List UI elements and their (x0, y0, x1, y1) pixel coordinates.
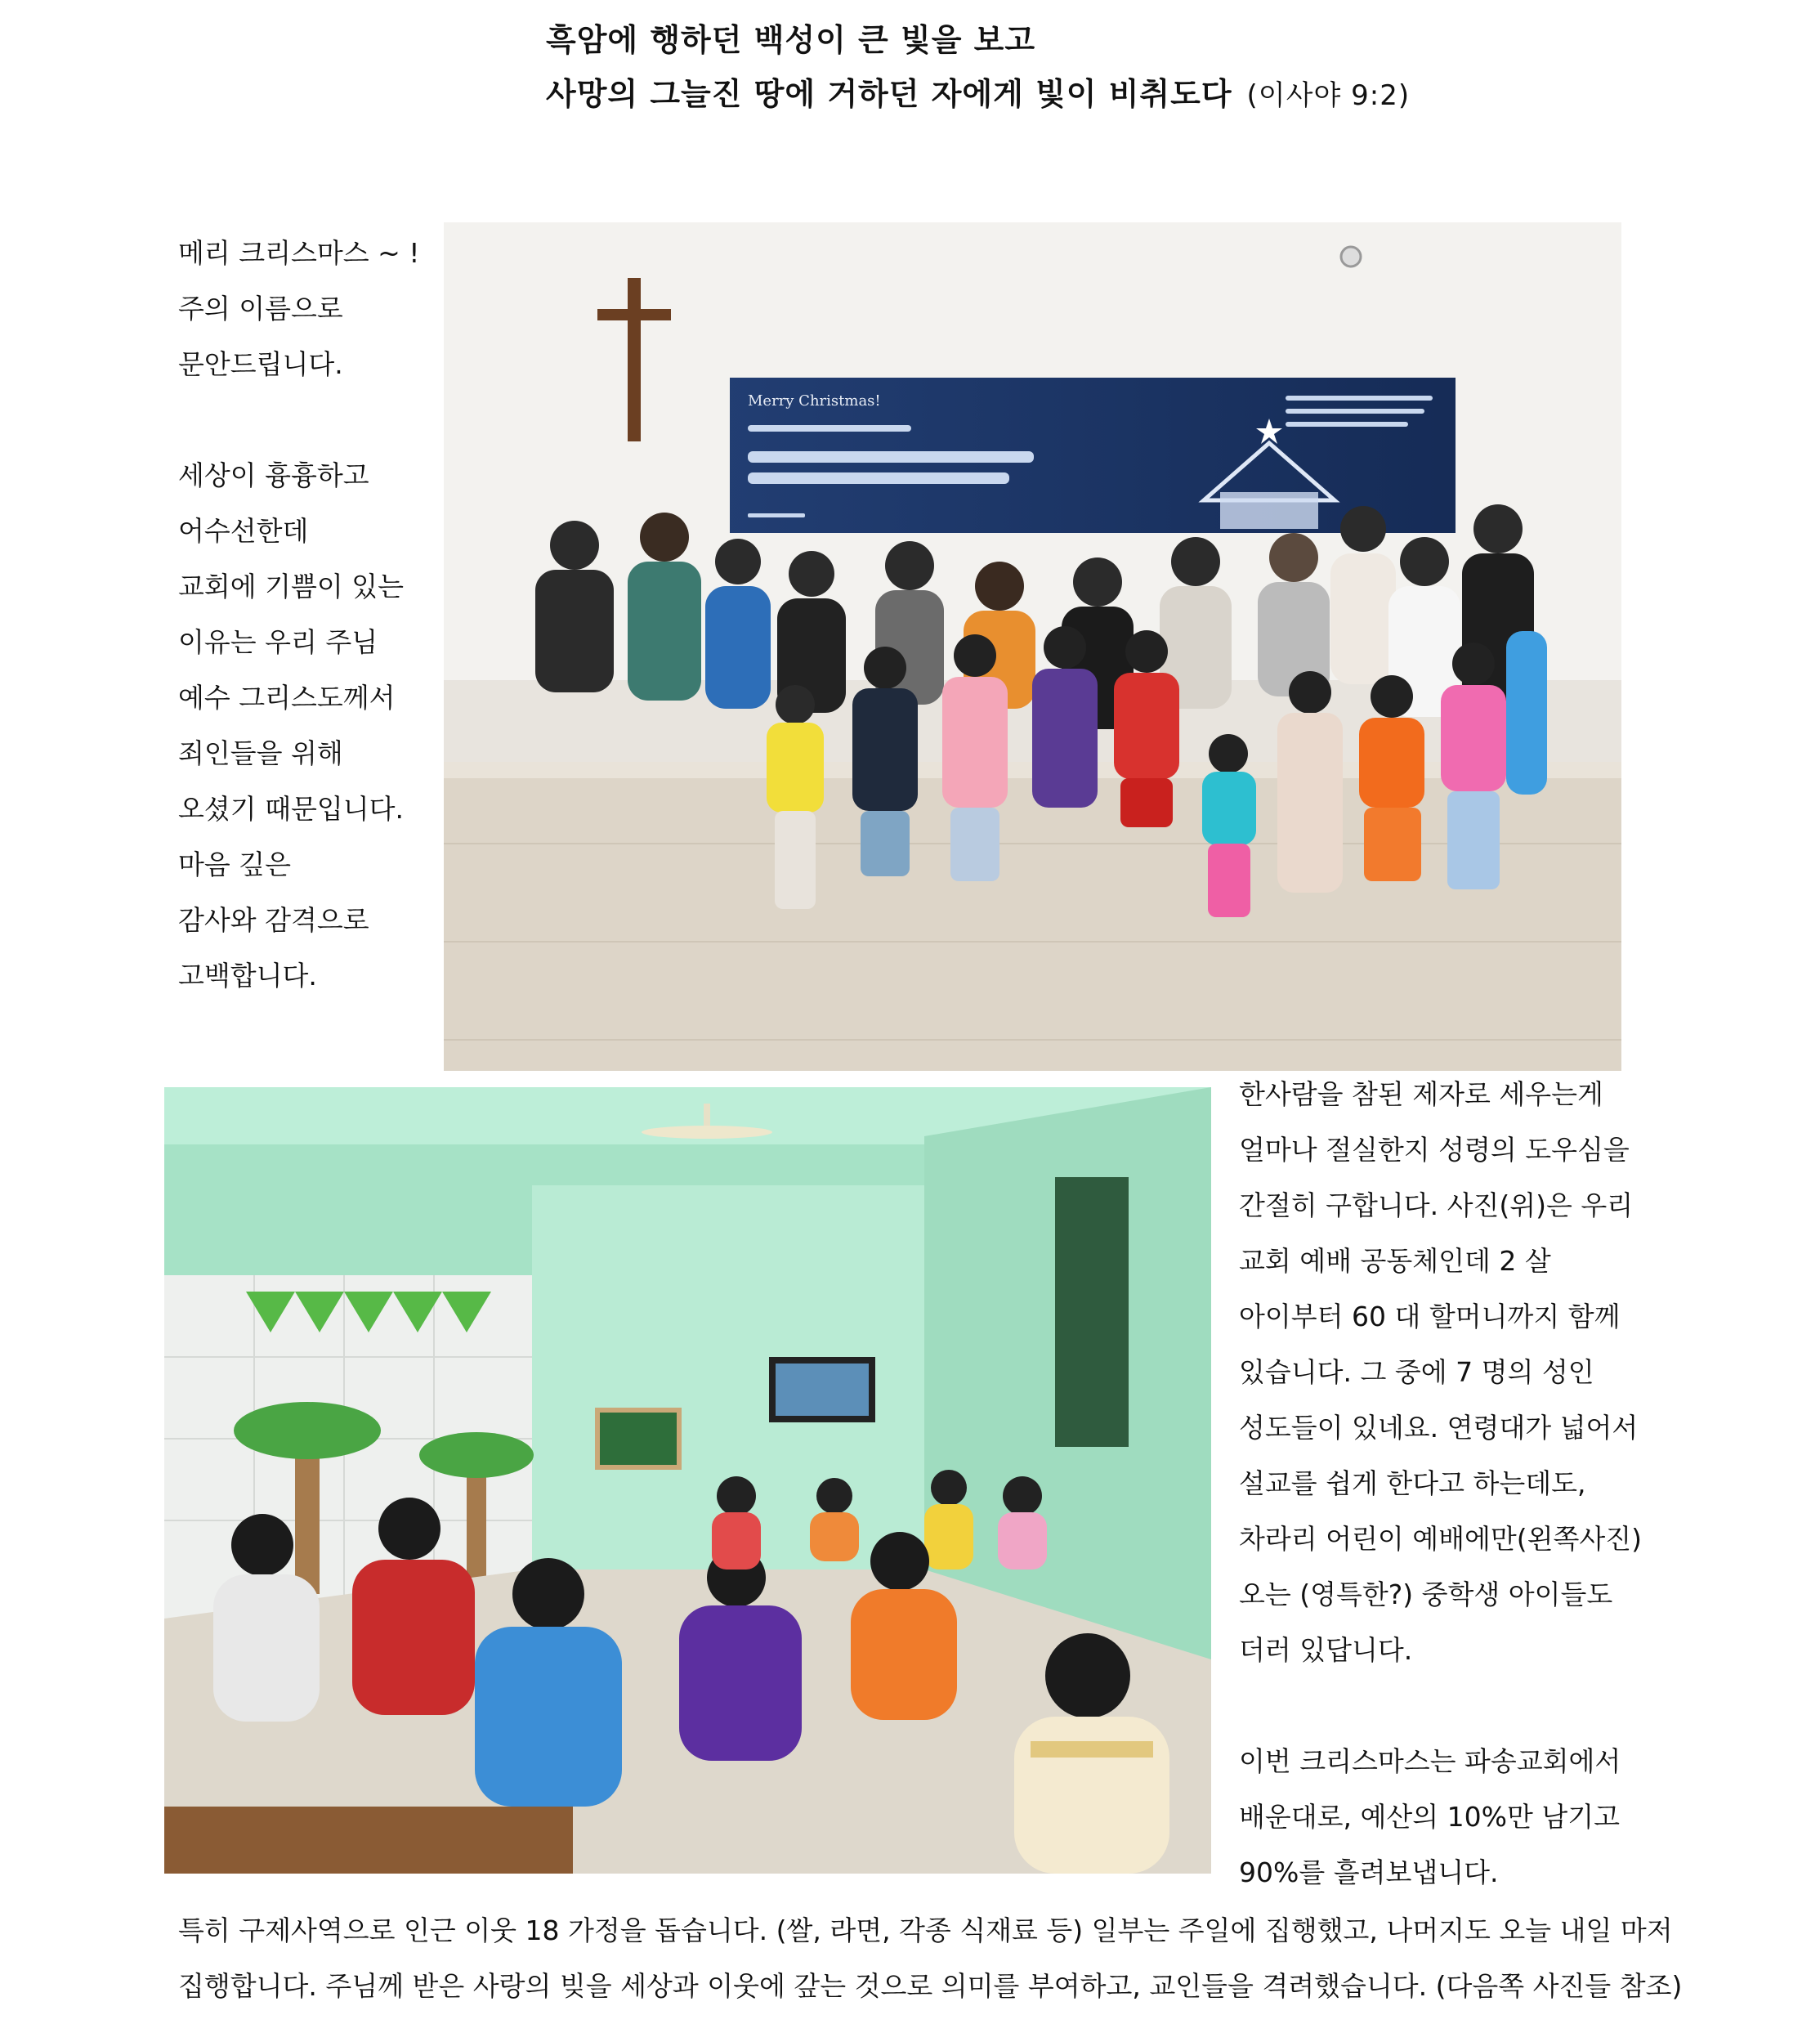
right-line: 90%를 흘려보냅니다. (1239, 1856, 1499, 1888)
title-line-2 (546, 69, 1410, 114)
left-line: 세상이 흉흉하고 (178, 459, 369, 491)
left-line: 죄인들을 위해 (178, 737, 343, 769)
left-line: 교회에 기쁨이 있는 (178, 571, 405, 602)
right-line: 성도들이 있네요. 연령대가 넓어서 (1239, 1412, 1639, 1444)
right-line: 더러 있답니다. (1239, 1634, 1413, 1666)
right-line: 아이부터 60 대 할머니까지 함께 (1239, 1301, 1621, 1332)
bottom-line: 집행합니다. 주님께 받은 사랑의 빚을 세상과 이웃에 갚는 것으로 의미를 부여하고, 교인들을 격려했습니다. (다음쪽 사진들 참조) (178, 1970, 1683, 2002)
right-line: 있습니다. 그 중에 7 명의 성인 (1239, 1356, 1594, 1388)
bottom-text (178, 1903, 1682, 2014)
group-photo-illustration (444, 222, 1621, 1071)
worship-room-illustration (164, 1087, 1211, 1874)
left-line: 어수선한데 (178, 515, 309, 547)
childrens-worship-photo (164, 1087, 1211, 1874)
right-column-text (1239, 1067, 1642, 1901)
right-line: 차라리 어린이 예배에만(왼쪽사진) (1239, 1523, 1643, 1555)
banner-heading: Merry Christmas! (748, 392, 881, 410)
right-line: 배운대로, 예산의 10%만 남기고 (1239, 1801, 1620, 1833)
church-group-photo (444, 222, 1621, 1071)
right-line: 간절히 구합니다. 사진(위)은 우리 (1239, 1189, 1634, 1221)
right-line: 한사람을 참된 제자로 세우는게 (1239, 1078, 1603, 1110)
cross-icon (628, 278, 641, 441)
right-line: 교회 예배 공동체인데 2 살 (1239, 1245, 1551, 1277)
right-line: 이번 크리스마스는 파송교회에서 (1239, 1745, 1621, 1777)
bottom-line: 특히 구제사역으로 인근 이웃 18 가정을 돕습니다. (쌀, 라면, 각종 식재료 등) 일부는 주일에 집행했고, 나머지도 오늘 내일 마저 (178, 1914, 1673, 1946)
right-line: 오는 (영특한?) 중학생 아이들도 (1239, 1578, 1613, 1610)
right-line: 얼마나 절실한지 성령의 도우심을 (1239, 1134, 1630, 1166)
right-line: 설교를 쉽게 한다고 하는데도, (1239, 1467, 1586, 1499)
left-line: 이유는 우리 주님 (178, 626, 378, 658)
title-line-2-text: 사망의 그늘진 땅에 거하던 자에게 빛이 비취도다 (546, 76, 1232, 112)
title-line-1: 흑암에 행하던 백성이 큰 빛을 보고 (546, 22, 1036, 58)
left-column-text (178, 226, 420, 1004)
left-line: 마음 깊은 (178, 849, 292, 880)
left-line: 메리 크리스마스 ~ ! (178, 237, 420, 269)
left-line: 감사와 감격으로 (178, 904, 369, 936)
left-line: 예수 그리스도께서 (178, 682, 396, 714)
scripture-reference: (이사야 9:2) (1246, 79, 1411, 112)
left-line: 오셨기 때문입니다. (178, 793, 405, 825)
left-line: 문안드립니다. (178, 348, 343, 380)
left-line: 주의 이름으로 (178, 293, 343, 325)
left-line: 고백합니다. (178, 960, 317, 992)
